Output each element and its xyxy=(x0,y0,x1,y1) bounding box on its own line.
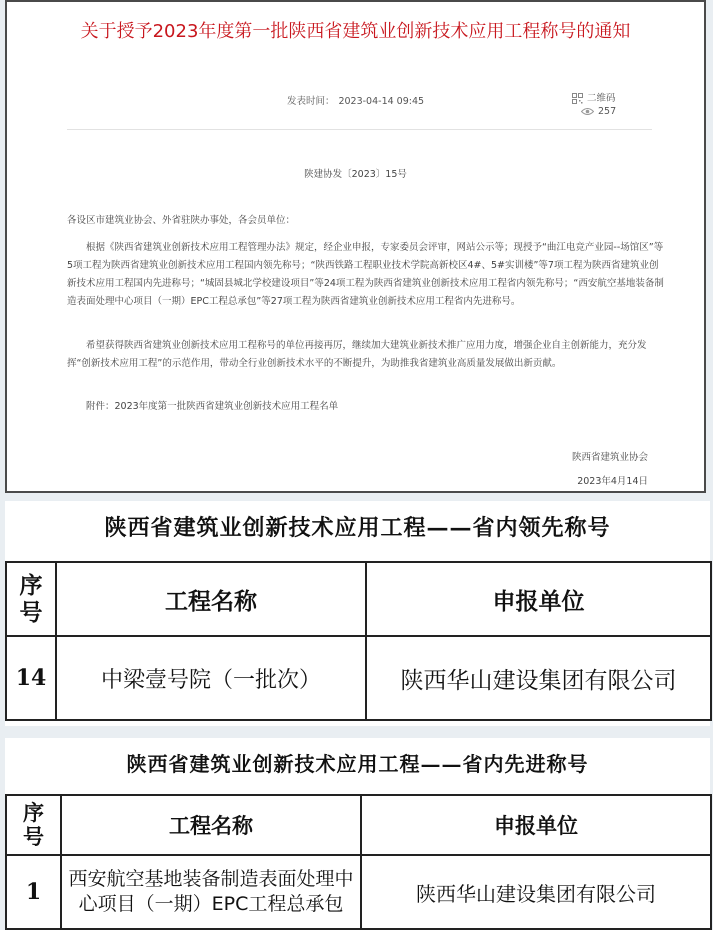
leading-table-title: 陕西省建筑业创新技术应用工程——省内领先称号 xyxy=(104,515,611,541)
row-seq: 1 xyxy=(6,855,61,929)
qr-label: 二维码 xyxy=(587,93,616,104)
row-applicant-unit: 陕西华山建设集团有限公司 xyxy=(366,636,711,720)
header-seq-text: 序号 xyxy=(19,572,43,626)
qr-code-link[interactable] xyxy=(572,92,616,105)
leading-table-section xyxy=(5,501,710,726)
header-seq-text: 序号 xyxy=(23,800,44,849)
attachment-note: 附件：2023年度第一批陕西省建筑业创新技术应用工程名单 xyxy=(86,401,339,412)
publish-label: 发表时间： xyxy=(286,96,335,107)
view-counter xyxy=(572,105,616,118)
paragraph-encouragement: 希望获得陕西省建筑业创新技术应用工程称号的单位再接再厉，继续加大建筑业新技术推广应用力度，增强企业自主创新能力，充分发挥“创新技术应用工程”的示范作用，带动全行业创新技术水平的不断提升，为助推我省建筑业高质量发展做出新贡献。 xyxy=(67,340,647,369)
row-project-name: 中梁壹号院（一批次） xyxy=(56,636,366,720)
greeting: 各设区市建筑业协会、外省驻陕办事处，各会员单位： xyxy=(67,215,296,226)
header-name: 工程名称 xyxy=(61,795,361,855)
notice-title: 关于授予2023年度第一批陕西省建筑业创新技术应用工程称号的通知 xyxy=(80,21,631,42)
divider xyxy=(67,129,652,130)
advanced-table-section xyxy=(5,738,710,930)
row-seq: 14 xyxy=(6,636,56,720)
eye-icon xyxy=(581,107,594,116)
qr-code-icon xyxy=(572,93,583,104)
signature-org: 陕西省建筑业协会 xyxy=(571,452,648,463)
notice-card xyxy=(5,0,706,493)
advanced-table-title: 陕西省建筑业创新技术应用工程——省内先进称号 xyxy=(126,752,589,776)
signature-date: 2023年4月14日 xyxy=(577,476,648,487)
header-unit: 申报单位 xyxy=(361,795,711,855)
header-name: 工程名称 xyxy=(56,562,366,636)
publish-time: 2023-04-14 09:45 xyxy=(338,96,425,107)
row-applicant-unit: 陕西华山建设集团有限公司 xyxy=(361,855,711,929)
advanced-table xyxy=(5,794,712,930)
table-header-row xyxy=(6,795,711,855)
paragraph-awards: 根据《陕西省建筑业创新技术应用工程管理办法》规定，经企业申报，专家委员会评审，网站公示等；现授予“曲江电竞产业园--场馆区”等5项工程为陕西省建筑业创新技术应用工程国内领先称号；“陕西铁路工程职业技术学院高新校区4#、5#实训楼”等7项工程为陕西省建筑业创新技术应用工程国内先进称号；“城固县城北学校建设项目”等24项工程为陕西省建筑业创新技术应用工程省内领先称号；“西安航空基地装备制造表面处理中心项目（一期）EPC工程总承包”等27项工程为陕西省建筑业创新技术应用工程省内先进称号。 xyxy=(67,242,664,307)
row-project-name: 西安航空基地装备制造表面处理中心项目（一期）EPC工程总承包 xyxy=(61,855,361,929)
table-row xyxy=(6,855,711,929)
header-unit: 申报单位 xyxy=(366,562,711,636)
view-count: 257 xyxy=(598,106,617,117)
table-row xyxy=(6,636,711,720)
header-seq xyxy=(6,795,61,855)
leading-table xyxy=(5,561,712,721)
qr-and-views xyxy=(572,92,616,118)
document-number: 陕建协发〔2023〕15号 xyxy=(304,169,407,180)
table-header-row xyxy=(6,562,711,636)
header-seq xyxy=(6,562,56,636)
